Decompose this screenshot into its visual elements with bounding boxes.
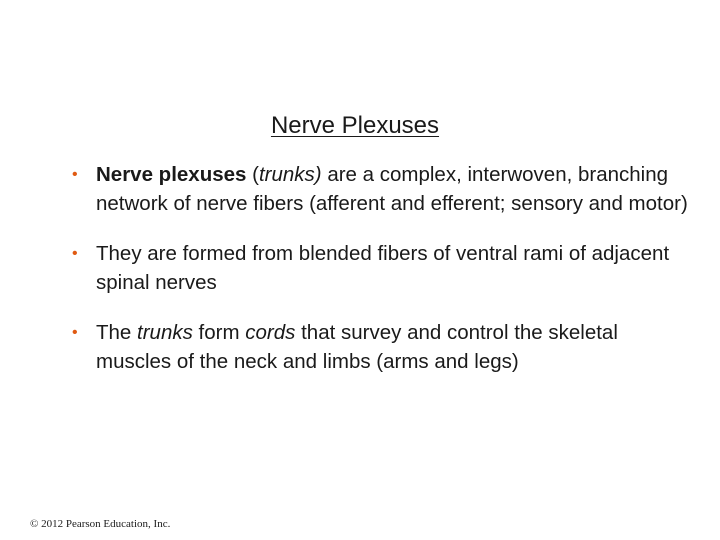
- bullet-list: [0, 160, 720, 376]
- bullet-item: [0, 160, 720, 218]
- bullet-text-segment: trunks: [137, 321, 193, 344]
- bullet-icon: •: [72, 324, 78, 341]
- bullet-text-segment: are a complex, interwoven, branching network of nerve fibers (afferent and efferent; sensory and motor): [96, 163, 688, 215]
- bullet-text-segment: cords: [245, 321, 296, 344]
- bullet-text-segment: trunks): [258, 163, 322, 186]
- bullet-text-segment: Nerve plexuses: [96, 163, 247, 186]
- bullet-item: [0, 239, 720, 297]
- bullet-text-segment: (: [246, 163, 259, 186]
- copyright-footer: © 2012 Pearson Education, Inc.: [30, 518, 171, 530]
- bullet-text-segment: form: [192, 321, 246, 344]
- bullet-icon: •: [72, 245, 78, 262]
- slide-title: Nerve Plexuses: [270, 112, 440, 139]
- bullet-item: [0, 318, 720, 376]
- bullet-text-segment: that survey and control the skeletal muscles of the neck and limbs (arms and legs): [96, 321, 618, 373]
- bullet-text-segment: They are formed from blended fibers of ventral rami of adjacent spinal nerves: [96, 242, 670, 294]
- bullet-text-segment: The: [96, 321, 138, 344]
- bullet-icon: •: [72, 166, 78, 183]
